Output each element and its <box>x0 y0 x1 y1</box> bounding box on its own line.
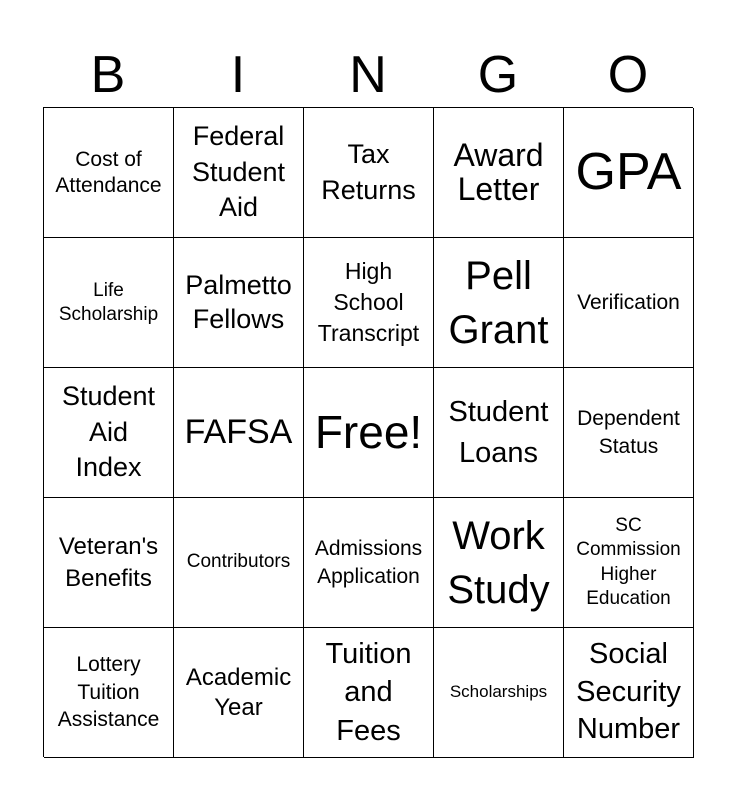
header-letter-b: B <box>90 46 126 104</box>
bingo-cell[interactable]: Pell Grant <box>434 238 564 368</box>
bingo-board <box>43 107 693 757</box>
bingo-cell[interactable]: Dependent Status <box>564 368 694 498</box>
bingo-cell[interactable]: Federal Student Aid <box>174 108 304 238</box>
bingo-cell[interactable]: Contributors <box>174 498 304 628</box>
bingo-cell[interactable]: Social Security Number <box>564 628 694 758</box>
bingo-cell[interactable]: Veteran's Benefits <box>44 498 174 628</box>
bingo-cell[interactable]: Tax Returns <box>304 108 434 238</box>
bingo-cell[interactable]: Admissions Application <box>304 498 434 628</box>
bingo-cell[interactable]: Student Aid Index <box>44 368 174 498</box>
header-letter-o: O <box>607 46 649 104</box>
bingo-cell[interactable]: Scholarships <box>434 628 564 758</box>
bingo-cell[interactable]: Verification <box>564 238 694 368</box>
bingo-cell[interactable]: GPA <box>564 108 694 238</box>
bingo-cell[interactable]: Award Letter <box>434 108 564 238</box>
header-letter-n: N <box>349 46 387 104</box>
bingo-cell[interactable]: Academic Year <box>174 628 304 758</box>
header-letter-i: I <box>230 46 246 104</box>
bingo-cell[interactable]: Tuition and Fees <box>304 628 434 758</box>
bingo-cell[interactable]: SC Commission Higher Education <box>564 498 694 628</box>
bingo-cell[interactable]: Student Loans <box>434 368 564 498</box>
free-space[interactable]: Free! <box>304 368 434 498</box>
bingo-cell[interactable]: High School Transcript <box>304 238 434 368</box>
bingo-cell[interactable]: FAFSA <box>174 368 304 498</box>
header-letter-g: G <box>477 46 519 104</box>
bingo-header <box>43 44 693 106</box>
bingo-cell[interactable]: Life Scholarship <box>44 238 174 368</box>
bingo-cell[interactable]: Palmetto Fellows <box>174 238 304 368</box>
bingo-cell[interactable]: Lottery Tuition Assistance <box>44 628 174 758</box>
bingo-cell[interactable]: Work Study <box>434 498 564 628</box>
bingo-cell[interactable]: Cost of Attendance <box>44 108 174 238</box>
